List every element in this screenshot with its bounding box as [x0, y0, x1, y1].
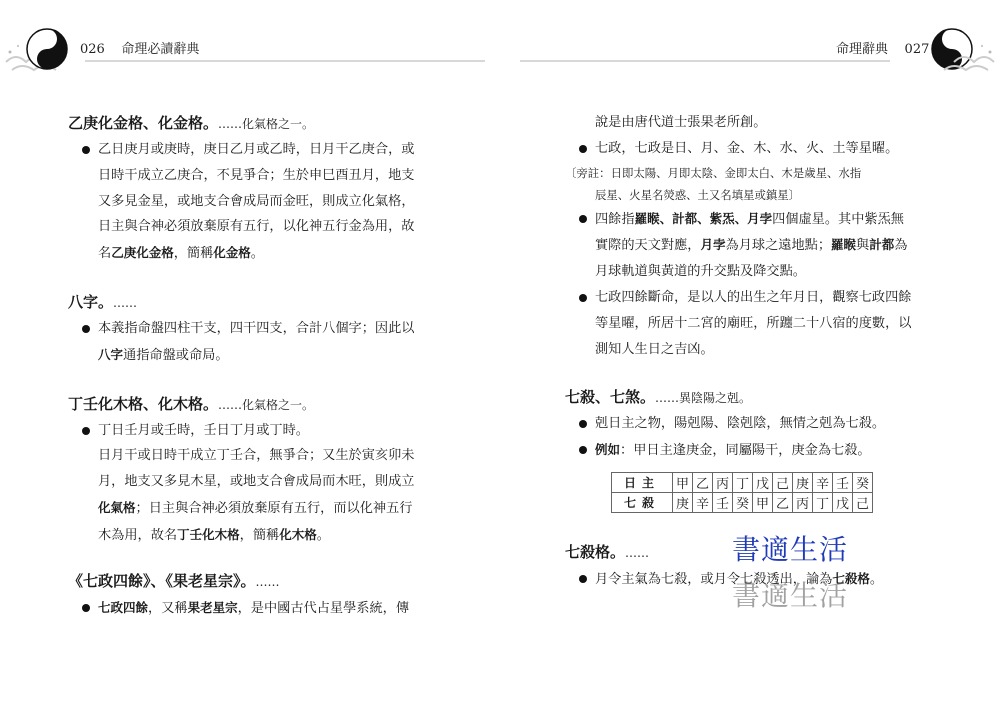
bullet-icon — [579, 575, 587, 583]
table-cell: 辛 — [813, 472, 833, 492]
entry-line: 日主與合神必須放棄原有五行，以化神五行金為用，故 — [98, 219, 415, 235]
entry-line: 日月干或日時干成立丁壬合，無爭合；又生於寅亥卯未 — [98, 448, 415, 464]
bullet-icon — [579, 215, 587, 223]
bullet-icon — [82, 146, 90, 154]
table-cell: 丁 — [733, 472, 753, 492]
entry-heading: 乙庚化金格、化金格。……化氣格之一。 — [68, 114, 315, 132]
table-cell: 壬 — [713, 492, 733, 512]
table-row — [612, 472, 873, 492]
bullet-icon — [579, 294, 587, 302]
header-rule-left — [85, 60, 485, 62]
entry-line: 化氣格；日主與合神必須放棄原有五行，而以化神五行 — [98, 499, 413, 516]
entry-line: 測知人生日之吉凶。 — [595, 341, 714, 357]
entry-line: 八字通指命盤或命局。 — [98, 346, 229, 363]
right-page — [565, 110, 945, 593]
entry-bullet: 月令主氣為七殺，或月令七殺透出，論為七殺格。 — [565, 566, 945, 593]
table-cell: 甲 — [673, 472, 693, 492]
entry-bullet: 丁日壬月或壬時，壬日丁月或丁時。 — [68, 418, 443, 444]
bullet-icon — [82, 427, 90, 435]
right-book-title: 命理辭典 — [836, 42, 889, 57]
header-left — [80, 38, 199, 57]
left-page-number: 026 — [80, 42, 105, 57]
entry-line: 木為用，故名丁壬化木格，簡稱化木格。 — [98, 526, 330, 543]
entry-heading: 八字。…… — [68, 292, 138, 311]
entry-heading: 《七政四餘》、《果老星宗》。…… — [68, 571, 280, 590]
table-cell: 辛 — [693, 492, 713, 512]
entry-bullet: 剋日主之物，陽剋陽、陰剋陰，無情之剋為七殺。 — [565, 411, 945, 437]
entry-heading: 七殺、七煞。……異陰陽之剋。 — [565, 388, 752, 407]
left-page — [68, 110, 443, 621]
bullet-icon — [579, 145, 587, 153]
entry-heading: 七殺格。…… — [565, 542, 650, 561]
cloud-ornament-right — [916, 38, 996, 78]
table-cell: 壬 — [833, 472, 853, 492]
table-cell: 乙 — [773, 492, 793, 512]
right-page-number: 027 — [904, 42, 930, 57]
bullet-icon — [82, 325, 90, 333]
entry-line: 名乙庚化金格，簡稱化金格。 — [98, 245, 264, 262]
entry-bullet: 四餘指羅睺、計都、紫炁、月孛四個虛星。其中紫炁無 — [565, 206, 945, 233]
bullet-icon — [579, 446, 587, 454]
entry-bullet: 七政，七政是日、月、金、木、水、火、土等星曜。 — [565, 136, 945, 162]
left-book-title: 命理必讀辭典 — [121, 42, 200, 57]
entry-line: 又多見金星，或地支合會成局而金旺，則成立化氣格， — [98, 193, 415, 209]
table-cell: 癸 — [853, 472, 873, 492]
table-cell: 戊 — [753, 472, 773, 492]
header-rule-right — [520, 60, 890, 62]
entry-bullet: 七政四餘，又稱果老星宗，是中國古代占星學系統，傳 — [68, 595, 443, 622]
stems-table — [611, 472, 873, 513]
entry-line: 月球軌道與黃道的升交點及降交點。 — [595, 264, 806, 280]
table-row — [612, 492, 873, 512]
watermark-gray: 書適生活 — [732, 579, 849, 612]
table-cell: 庚 — [673, 492, 693, 512]
watermark-blue: 書適生活 — [732, 533, 849, 566]
table-cell: 戊 — [833, 492, 853, 512]
table-cell: 己 — [853, 492, 873, 512]
table-cell: 己 — [773, 472, 793, 492]
table-cell: 丙 — [793, 492, 813, 512]
table-cell: 癸 — [733, 492, 753, 512]
yin-yang-icon-left — [25, 27, 69, 71]
entry-bullet: 七政四餘斷命，是以人的出生之年月日，觀察七政四餘 — [565, 285, 945, 311]
entry-bullet: 乙日庚月或庚時，庚日乙月或乙時，日月干乙庚合，或 — [68, 137, 443, 163]
entry-line: 說是由唐代道士張果老所創。 — [595, 115, 767, 130]
table-cell: 丁 — [813, 492, 833, 512]
entry-bullet: 例如：甲日主逢庚金，同屬陽干，庚金為七殺。 — [565, 437, 945, 464]
table-cell: 丙 — [713, 472, 733, 492]
entry-line: 月，地支又多見木星，或地支合會成局而木旺，則成立 — [98, 474, 415, 490]
entry-heading: 丁壬化木格、化木格。……化氣格之一。 — [68, 394, 315, 413]
entry-bullet: 本義指命盤四柱干支，四干四支，合計八個字；因此以 — [68, 316, 443, 342]
bullet-icon — [82, 604, 90, 612]
entry-line: 等星曜，所居十二宮的廟旺，所躔二十八宿的度數，以 — [595, 315, 912, 331]
table-cell: 乙 — [693, 472, 713, 492]
table-row-label: 日主 — [612, 472, 673, 492]
table-cell: 甲 — [753, 492, 773, 512]
side-note: 〔旁註：日即太陽、月即太陰、金即太白、木是歲星、水指 辰星、火星名熒惑、土又名填星或鎮星〕 — [565, 165, 862, 202]
bullet-icon — [579, 420, 587, 428]
entry-line: 實際的天文對應，月孛為月球之遠地點；羅睺與計都為 — [595, 237, 908, 254]
table-cell: 庚 — [793, 472, 813, 492]
table-row-label: 七殺 — [612, 492, 673, 512]
entry-line: 日時干成立乙庚合，不見爭合；生於申巳酉丑月，地支 — [98, 167, 415, 183]
